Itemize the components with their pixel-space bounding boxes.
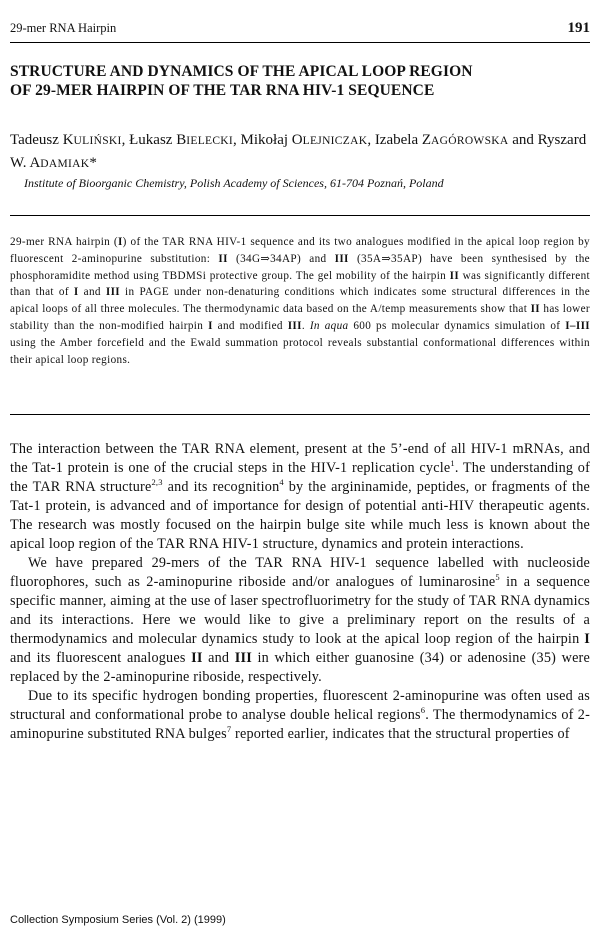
body-text: reported earlier, indicates that the structural properties of bbox=[231, 726, 570, 742]
author-separator: , bbox=[367, 132, 375, 148]
abstract-text: ) of the TAR RNA HIV-1 sequence and its two analogues modified in the apical loop region by fluorescent 2-aminopurine substitution: bbox=[10, 236, 590, 265]
body-text: . The understanding of the TAR RNA structure bbox=[10, 460, 591, 495]
author-last-rest: ULIŃSKI bbox=[73, 135, 122, 147]
author-last-initial: O bbox=[291, 132, 303, 148]
title-line-2: OF 29-MER HAIRPIN OF THE TAR RNA HIV-1 SEQUENCE bbox=[10, 82, 435, 99]
abstract-text: . bbox=[301, 319, 310, 332]
corresponding-author-mark: * bbox=[89, 155, 97, 171]
author-first-name: Tadeusz bbox=[10, 132, 63, 148]
author-last-initial: Z bbox=[421, 132, 432, 148]
body-text: in a sequence specific manner, aiming at the use of laser spectrofluorimetry for the study of TAR RNA dynamics and its interactions. Here we would like to give a preliminary report on the results of a thermodynamics and molecular dynamics study to look at the apical loop region of the hairpin bbox=[10, 574, 590, 647]
abstract bbox=[10, 234, 590, 368]
author-list bbox=[10, 129, 590, 175]
author-last-rest: IELECKI bbox=[186, 135, 234, 147]
author-last-rest: DAMIAK bbox=[40, 158, 90, 170]
abstract-top-rule bbox=[10, 215, 590, 216]
body-text: and its fluorescent analogues bbox=[10, 650, 192, 666]
running-head-title: 29-mer RNA Hairpin bbox=[10, 20, 117, 35]
author-last-initial: B bbox=[176, 132, 187, 148]
body-paragraph-2 bbox=[10, 554, 590, 687]
running-header bbox=[10, 14, 590, 43]
body-text: by the argininamide, peptides, or fragments of the Tat-1 protein, is advanced and of importance for design of potential anti-HIV therapeutic agents. The research was mostly focused on the hairpin bulge site while much less is known about the apical loop region of the TAR RNA HIV-1 structure, dynamics and protein interactions. bbox=[10, 479, 590, 552]
article-title bbox=[10, 62, 570, 100]
body-text: Due to its specific hydrogen bonding properties, fluorescent 2-aminopurine was often used as structural and conformational probe to analyse double helical regions bbox=[10, 688, 590, 723]
reference-mark: 4 bbox=[279, 477, 284, 487]
abstract-text: was significantly different than that of bbox=[10, 269, 590, 299]
author-separator: , bbox=[121, 132, 130, 148]
reference-mark: 6 bbox=[420, 705, 426, 715]
compound-label: II bbox=[530, 303, 540, 316]
abstract-text: and modified bbox=[212, 319, 288, 332]
author-first-name: Izabela bbox=[374, 132, 422, 148]
author-last-rest: LEJNICZAK bbox=[302, 135, 368, 147]
body-text: in which either guanosine (34) or adenosine (35) were replaced by the 2-aminopurine riboside, respectively. bbox=[10, 650, 590, 685]
italic-phrase: In aqua bbox=[309, 319, 349, 332]
author-4 bbox=[375, 132, 512, 148]
compound-label: II bbox=[218, 252, 228, 265]
author-first-name: Mikołaj bbox=[240, 132, 292, 148]
abstract-text: in PAGE under non-denaturing conditions which indicates some structural differences in the apical loops of all three molecules. The thermodynamic data based on the A/temp measurements show that bbox=[10, 286, 591, 316]
abstract-text: using the Amber forcefield and the Ewald summation protocol reveals substantial conformational differences within their apical loop regions. bbox=[10, 336, 590, 366]
compound-label: II bbox=[449, 269, 460, 282]
abstract-text: has lower stability than the non-modified hairpin bbox=[10, 303, 590, 332]
abstract-text: (35A⇒35AP) have been synthesised by the phosphoramidite method using TBDMSi protective group. The gel mobility of the hairpin bbox=[10, 252, 590, 282]
compound-label: II bbox=[191, 650, 203, 666]
body-text: We have prepared 29-mers of the TAR RNA HIV-1 sequence labelled with nucleoside fluorophores, such as 2-aminopurine riboside and/or analogues of luminarosine bbox=[10, 555, 590, 590]
body-paragraph-3 bbox=[10, 687, 590, 744]
compound-label: I bbox=[208, 319, 213, 332]
author-last-rest: AGÓROWSKA bbox=[431, 135, 509, 147]
article-body bbox=[10, 440, 590, 744]
body-text: . The thermodynamics of 2-aminopurine substituted RNA bulges bbox=[10, 707, 590, 742]
abstract-text: 29-mer RNA hairpin ( bbox=[10, 236, 118, 248]
reference-mark: 5 bbox=[495, 572, 500, 582]
abstract-text: (34G⇒34AP) and bbox=[227, 252, 335, 265]
author-first-name: Ryszard W. bbox=[10, 132, 587, 171]
compound-label: I bbox=[117, 236, 123, 248]
compound-label: III bbox=[105, 286, 121, 299]
compound-label: III bbox=[334, 252, 349, 265]
body-text: The interaction between the TAR RNA element, present at the 5’-end of all HIV-1 mRNAs, and the Tat-1 protein is one of the crucial steps in the HIV-1 replication cycle bbox=[10, 441, 590, 476]
abstract-text: 600 ps molecular dynamics simulation of bbox=[348, 319, 566, 332]
author-first-name: Łukasz bbox=[129, 132, 177, 148]
compound-label: I bbox=[73, 286, 79, 299]
author-last-initial: A bbox=[29, 155, 41, 171]
body-text: and its recognition bbox=[162, 479, 280, 495]
compound-label: III bbox=[234, 650, 252, 666]
compound-label: I–III bbox=[565, 319, 590, 332]
abstract-text: and bbox=[78, 286, 106, 299]
page-number: 191 bbox=[567, 19, 590, 36]
author-separator: , bbox=[233, 132, 241, 148]
body-paragraph-1 bbox=[10, 440, 590, 554]
body-text: and bbox=[202, 650, 235, 666]
abstract-bottom-rule bbox=[10, 414, 590, 415]
title-line-1: STRUCTURE AND DYNAMICS OF THE APICAL LOOP REGION bbox=[10, 63, 473, 80]
compound-label: III bbox=[287, 319, 302, 332]
affiliation: Institute of Bioorganic Chemistry, Polish Academy of Sciences, 61-704 Poznań, Poland bbox=[24, 176, 444, 190]
author-last-initial: K bbox=[62, 132, 74, 148]
author-2 bbox=[129, 132, 240, 148]
reference-mark: 1 bbox=[450, 458, 455, 468]
reference-mark: 2,3 bbox=[151, 477, 163, 487]
author-1 bbox=[10, 132, 129, 148]
reference-mark: 7 bbox=[226, 724, 232, 734]
author-connector: and bbox=[512, 132, 538, 148]
compound-label: I bbox=[584, 631, 590, 647]
footer-citation: Collection Symposium Series (Vol. 2) (1999) bbox=[10, 914, 226, 926]
author-3 bbox=[241, 132, 375, 148]
